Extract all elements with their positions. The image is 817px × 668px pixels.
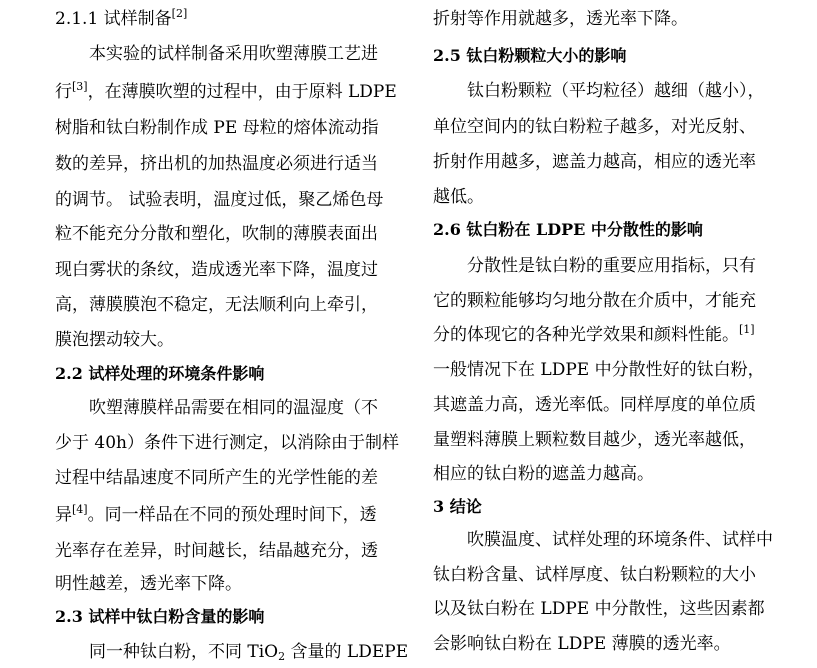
- paragraph-line: 高，薄膜膜泡不稳定，无法顺利向上牵引，: [55, 295, 378, 315]
- citation-ref: [4]: [72, 503, 88, 516]
- paragraph-line: 过程中结晶速度不同所产生的光学性能的差: [55, 468, 378, 488]
- paragraph-line: 行[3]，在薄膜吹塑的过程中，由于原料 LDPE: [55, 80, 397, 102]
- paragraph-line: 它的颗粒能够均匀地分散在介质中，才能充: [433, 291, 756, 311]
- citation-ref: [2]: [171, 7, 188, 20]
- paragraph-line: 量塑料薄膜上颗粒数目越少，透光率越低，: [433, 430, 756, 450]
- paragraph-line: 数的差异，挤出机的加热温度必须进行适当: [55, 154, 378, 174]
- paragraph-line: 单位空间内的钛白粉粒子越多，对光反射、: [433, 117, 756, 137]
- paragraph-line: 会影响钛白粉在 LDPE 薄膜的透光率。: [433, 634, 731, 654]
- citation-ref: [3]: [72, 80, 88, 93]
- paragraph-line: 折射作用越多，遮盖力越高，相应的透光率: [433, 152, 756, 172]
- paragraph-line: 以及钛白粉在 LDPE 中分散性，这些因素都: [433, 599, 765, 619]
- paragraph-line: 分散性是钛白粉的重要应用指标，只有: [467, 256, 756, 276]
- paragraph-line: 分的体现它的各种光学效果和颜料性能。[1]: [433, 323, 755, 345]
- paragraph-line: 的调节。 试验表明，温度过低，聚乙烯色母: [55, 190, 384, 210]
- section-3-heading: 3 结论: [433, 497, 482, 516]
- paragraph-line: 相应的钛白粉的遮盖力越高。: [433, 464, 654, 484]
- paragraph-line: 吹塑薄膜样品需要在相同的温湿度（不: [89, 398, 378, 418]
- paragraph-line: 少于 40h）条件下进行测定，以消除由于制样: [55, 433, 399, 453]
- paragraph-line: 钛白粉含量、试样厚度、钛白粉颗粒的大小: [433, 565, 756, 585]
- paragraph-line: 光率存在差异，时间越长，结晶越充分，透: [55, 541, 378, 561]
- subscript: 2: [278, 650, 286, 663]
- paragraph-line: 钛白粉颗粒（平均粒径）越细（越小），: [467, 81, 765, 101]
- section-2-5-heading: 2.5 钛白粉颗粒大小的影响: [433, 46, 627, 65]
- paragraph-line: 膜泡摆动较大。: [55, 330, 174, 350]
- paragraph-line: 折射等作用就越多，透光率下降。: [433, 9, 688, 29]
- paragraph-line: 吹膜温度、试样处理的环境条件、试样中: [467, 530, 773, 550]
- citation-ref: [1]: [739, 323, 755, 336]
- paragraph-line: 其遮盖力高，透光率低。同样厚度的单位质: [433, 395, 756, 415]
- paragraph-line: 一般情况下在 LDPE 中分散性好的钛白粉，: [433, 360, 765, 380]
- paragraph-line: 同一种钛白粉，不同 TiO$_2$ 含量的 LDEPE: [89, 642, 409, 663]
- section-2-6-heading: 2.6 钛白粉在 LDPE 中分散性的影响: [433, 220, 703, 239]
- paragraph-line: 异[4]。同一样品在不同的预处理时间下，透: [55, 503, 377, 525]
- paragraph-line: 树脂和钛白粉制作成 PE 母粒的熔体流动指: [55, 118, 379, 138]
- section-2-3-heading: 2.3 试样中钛白粉含量的影响: [55, 607, 265, 626]
- section-2-2-heading: 2.2 试样处理的环境条件影响: [55, 364, 265, 383]
- section-2-1-1-heading: 2.1.1 试样制备[2]: [55, 7, 188, 29]
- paragraph-line: 本实验的试样制备采用吹塑薄膜工艺进: [89, 44, 378, 64]
- paragraph-line: 现白雾状的条纹，造成透光率下降，温度过: [55, 260, 378, 280]
- paragraph-line: 明性越差，透光率下降。: [55, 574, 242, 594]
- paragraph-line: 越低。: [433, 187, 484, 207]
- paragraph-line: 粒不能充分分散和塑化，吹制的薄膜表面出: [55, 224, 378, 244]
